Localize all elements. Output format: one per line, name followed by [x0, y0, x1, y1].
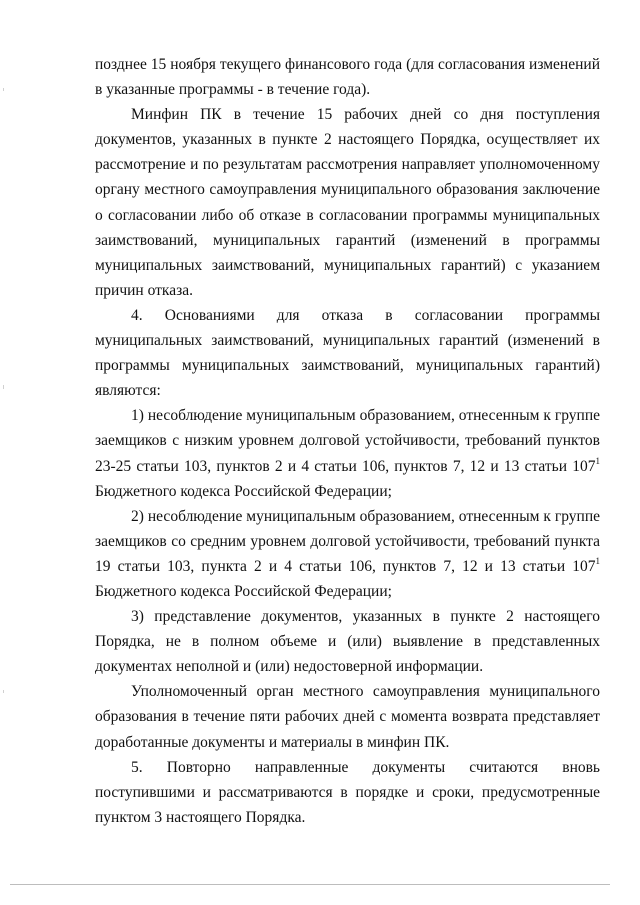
- paragraph-ground-3: 3) представление документов, указанных в пункте 2 настоящего Порядка, не в полном объеме и (или) выявление в представленных документах неполной и (или) недостоверной информации.: [95, 608, 600, 676]
- ground-1-text: 1) несоблюдение муниципальным образованием, отнесенным к группе заемщиков с низким уровнем долговой устойчивости, требований пунктов 23-25 статьи 103, пунктов 2 и 4 статьи 106, пунктов 7, 12 и 13 статьи 107: [95, 407, 600, 475]
- scan-speck: [3, 88, 4, 91]
- paragraph-ground-1: [95, 403, 600, 503]
- ground-2-text-end: Бюджетного кодекса Российской Федерации;: [95, 582, 392, 600]
- ground-2-text: 2) несоблюдение муниципальным образованием, отнесенным к группе заемщиков со средним уровнем долговой устойчивости, требований пункта 19 статьи 103, пункта 2 и 4 статьи 106, пунктов 7, 12 и 13 статьи 107: [95, 507, 600, 575]
- paragraph-resubmission: Уполномоченный орган местного самоуправления муниципального образования в течение пяти рабочих дней с момента возврата представляет доработанные документы и материалы в минфин ПК.: [95, 683, 600, 751]
- paragraph-minfin-review: Минфин ПК в течение 15 рабочих дней со дня поступления документов, указанных в пункте 2 настоящего Порядка, осуществляет их рассмотрение и по результатам рассмотрения направляет уполномоченному органу местного самоуправления муниципального образования заключение о согласовании либо об отказе в согласовании программы муниципальных заимствований, муниципальных гарантий (изменений в программы муниципальных заимствований, муниципальных гарантий) с указанием причин отказа.: [95, 106, 600, 299]
- paragraph-5-repeat-documents: 5. Повторно направленные документы считаются вновь поступившими и рассматриваются в порядке и сроки, предусмотренные пунктом 3 настоящего Порядка.: [95, 758, 600, 826]
- scan-speck: [3, 385, 4, 389]
- paragraph-deadline-continuation: позднее 15 ноября текущего финансового года (для согласования изменений в указанные программы - в течение года).: [95, 56, 600, 99]
- ground-2-superscript: 1: [595, 555, 600, 566]
- scan-speck: [3, 690, 4, 693]
- paragraph-ground-2: [95, 504, 600, 604]
- ground-1-superscript: 1: [595, 455, 600, 466]
- document-body: [95, 52, 600, 830]
- scan-bottom-edge: [10, 884, 610, 885]
- ground-1-text-end: Бюджетного кодекса Российской Федерации;: [95, 482, 392, 500]
- paragraph-refusal-grounds: 4. Основаниями для отказа в согласовании программы муниципальных заимствований, муниципальных гарантий (изменений в программы муниципальных заимствований, муниципальных гарантий) являются:: [95, 306, 600, 400]
